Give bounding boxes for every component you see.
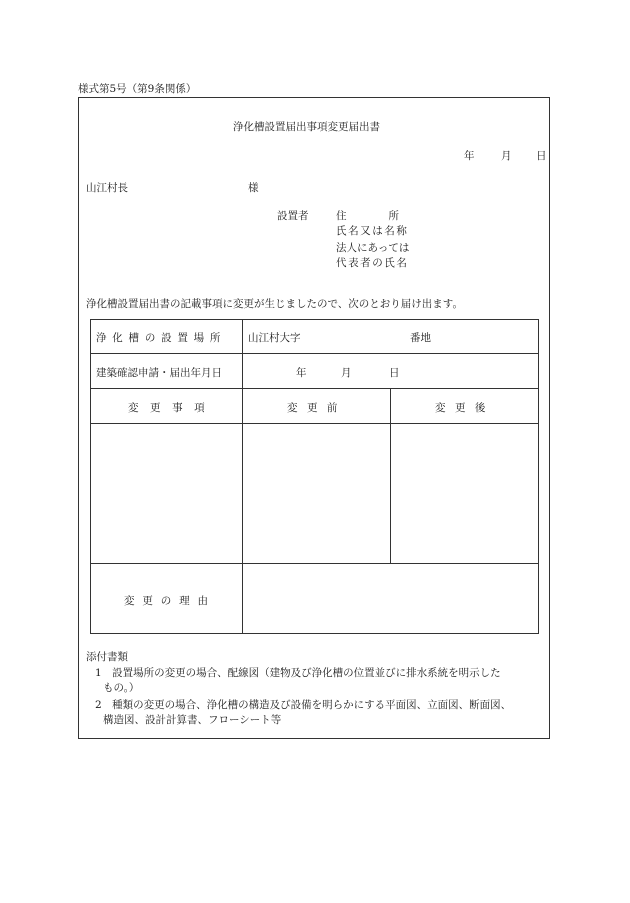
confirm-year: 年 (296, 367, 307, 379)
addressee-name: 山江村長 (86, 182, 128, 194)
table-divider (390, 388, 391, 563)
installer-role: 設置者 (277, 210, 309, 222)
location-suffix: 番地 (410, 332, 431, 344)
intro-text: 浄化槽設置届出書の記載事項に変更が生じましたので、次のとおり届け出ます。 (86, 298, 463, 310)
installer-address-label: 住 所 (336, 210, 399, 222)
table-divider (90, 388, 539, 389)
date-year: 年 (464, 150, 475, 162)
col-header-after: 変更後 (435, 402, 495, 414)
table-divider (90, 353, 539, 354)
installer-corp-line2: 代表者の氏名 (336, 257, 409, 269)
addressee-honorific: 様 (248, 182, 259, 194)
installer-corp-line1: 法人にあっては (336, 242, 410, 254)
col-header-before: 変更前 (287, 402, 347, 414)
form-label: 様式第5号（第9条関係） (78, 83, 197, 95)
attachment-item-1-line1: 1 設置場所の変更の場合、配線図（建物及び浄化槽の位置並びに排水系統を明示した (95, 667, 501, 679)
col-header-item: 変更事項 (128, 402, 217, 414)
confirm-label: 建築確認申請・届出年月日 (96, 367, 222, 379)
confirm-day: 日 (389, 367, 400, 379)
location-prefix: 山江村大字 (248, 332, 301, 344)
installer-name-label: 氏名又は名称 (336, 225, 409, 237)
form-title: 浄化槽設置届出事項変更届出書 (233, 121, 380, 133)
location-label: 浄化槽の設置場所 (96, 332, 227, 344)
date-day: 日 (536, 150, 547, 162)
table-divider (90, 423, 539, 424)
attachment-item-2-line2: 構造図、設計計算書、フローシート等 (103, 714, 282, 726)
attachment-item-2-line1: 2 種類の変更の場合、浄化槽の構造及び設備を明らかにする平面図、立面図、断面図、 (95, 699, 512, 711)
date-month: 月 (501, 150, 512, 162)
confirm-month: 月 (341, 367, 352, 379)
table-divider (90, 563, 539, 564)
reason-label: 変更の理由 (124, 595, 216, 607)
attachments-heading: 添付書類 (86, 651, 128, 663)
table-divider (242, 319, 243, 634)
attachment-item-1-line2: もの。） (103, 682, 140, 694)
